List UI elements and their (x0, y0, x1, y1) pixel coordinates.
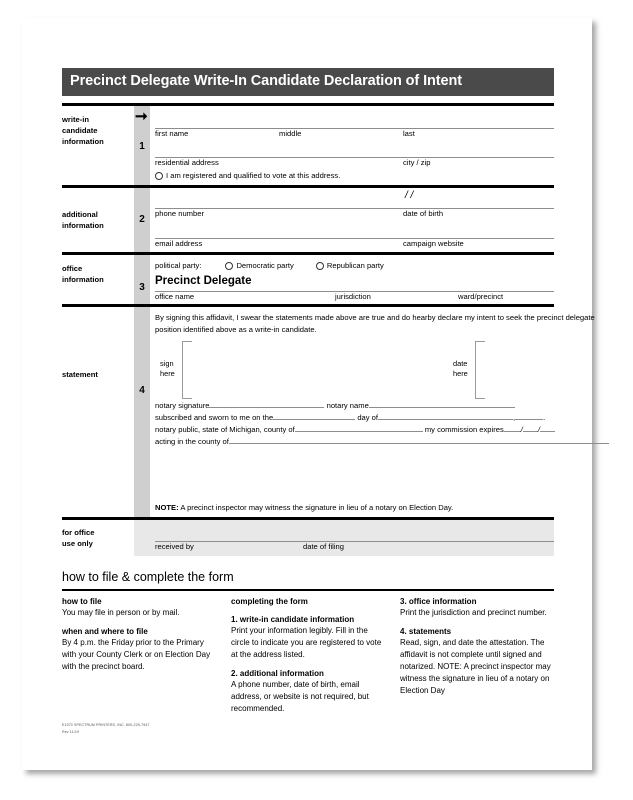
section-office-information (62, 255, 554, 307)
section-for-office-use-only (62, 520, 554, 556)
name-captions (155, 129, 554, 140)
blank-month[interactable] (378, 411, 513, 420)
section-4-label-line-1: statement (62, 370, 98, 380)
sign-here-line-1: sign (160, 359, 174, 369)
form-page (22, 18, 595, 770)
caption-city-zip: city / zip (403, 158, 431, 168)
section-1-label-line-3: information (62, 137, 104, 147)
label-notary-public: notary public, state of Michigan, county of (155, 425, 295, 435)
section-write-in-candidate-information (62, 106, 554, 188)
office-captions (155, 292, 554, 303)
office-use-captions (155, 542, 554, 553)
registered-checkbox-row[interactable] (155, 169, 554, 182)
instr-2-heading-1: 1. write-in candidate information (231, 615, 355, 625)
instr-2-heading-0: completing the form (231, 597, 308, 607)
section-2-label-line-1: additional (62, 210, 98, 220)
date-here-line-1: date (453, 359, 468, 369)
caption-residential-address: residential address (155, 158, 219, 168)
label-acting-in-county: acting in the county of (155, 437, 229, 447)
section-1-label-line-1: write-in (62, 115, 90, 125)
section-2-label (62, 188, 134, 252)
instr-3-body-2: Read, sign, and date the attestation. The affidavit is not complete until signed and notarized. NOTE: A precinct inspector may witness the signature in lieu of a notary on Election Day (400, 638, 551, 695)
section-1-label-line-2: candidate (62, 126, 98, 136)
arrow-right-icon: ➞ (135, 108, 148, 126)
section-2-label-line-2: information (62, 221, 104, 231)
section-3-number-column (134, 255, 150, 304)
notary-signature-line (155, 399, 609, 411)
section-2-number-column (134, 188, 150, 252)
section-4-number: 4 (139, 384, 145, 396)
caption-office-name: office name (155, 291, 195, 301)
date-of-birth-slashes: / / (405, 190, 414, 202)
date-here-label (453, 359, 468, 379)
section-3-label (62, 255, 134, 304)
section-3-fields (150, 255, 554, 304)
date-here-line-2: here (453, 369, 468, 379)
blank-exp-year[interactable] (540, 423, 555, 432)
blank-year[interactable] (515, 411, 543, 420)
party-option-republican[interactable]: Republican party (326, 261, 384, 271)
instructions-heading: how to file & complete the form (62, 570, 234, 585)
office-use-number-column (134, 520, 150, 556)
office-use-label-line-1: for office (62, 528, 95, 538)
address-captions (155, 158, 554, 169)
blank-exp-day[interactable] (523, 423, 538, 432)
footer (62, 722, 150, 736)
section-1-number: 1 (139, 141, 145, 153)
office-use-label-line-2: use only (62, 539, 93, 549)
instr-3-heading-1: 3. office information (400, 597, 477, 607)
caption-middle: middle (279, 129, 302, 139)
blank-day[interactable] (273, 411, 355, 420)
section-3-label-line-1: office (62, 264, 83, 274)
note-text (155, 499, 609, 517)
office-use-fields (150, 520, 554, 556)
label-subscribed: subscribed and sworn to me on the (155, 413, 274, 423)
note-body: A precinct inspector may witness the signature in lieu of a notary on Election Day. (180, 503, 454, 513)
instr-3-body-1: Print the jurisdiction and precinct number. (400, 608, 547, 618)
signature-row (155, 341, 609, 399)
instructions-column-1 (62, 597, 217, 722)
sign-here-line-2: here (160, 369, 175, 379)
instr-2-heading-2: 2. additional information (231, 668, 324, 678)
caption-first-name: first name (155, 129, 189, 139)
sign-here-label (160, 359, 175, 379)
instr-1-body-1: You may file in person or by mail. (62, 608, 180, 618)
instructions-column-3 (400, 597, 555, 722)
radio-circle-icon[interactable] (155, 172, 163, 180)
section-4-fields (150, 307, 609, 518)
acting-in-county-line (155, 435, 609, 447)
caption-jurisdiction: jurisdiction (335, 291, 371, 301)
label-notary-signature: notary signature (155, 401, 210, 411)
section-additional-information (62, 188, 554, 255)
office-use-label (62, 520, 134, 556)
political-party-row (155, 255, 554, 273)
blank-exp-month[interactable] (504, 423, 521, 432)
instr-1-heading-1: how to file (62, 597, 102, 607)
instr-2-body-2: A phone number, date of birth, email address, or website is not required, but recommended. (231, 679, 369, 713)
caption-ward-precinct: ward/precinct (458, 291, 504, 301)
blank-notary-name[interactable] (369, 399, 515, 408)
registered-checkbox-label: I am registered and qualified to vote at this address. (166, 171, 341, 181)
subscribed-sworn-line: subscribed and sworn to me on the day of , . (155, 413, 546, 423)
blank-notary-signature[interactable] (209, 399, 324, 408)
label-notary-name: notary name (326, 401, 369, 411)
signature-bracket[interactable] (182, 341, 192, 399)
date-bracket[interactable] (475, 341, 485, 399)
phone-dob-captions (155, 209, 554, 220)
label-day-of: day of (357, 413, 379, 423)
blank-county[interactable] (295, 423, 423, 432)
section-3-label-line-2: information (62, 275, 104, 285)
radio-circle-republican-icon[interactable] (316, 262, 324, 270)
caption-received-by: received by (155, 542, 194, 552)
affidavit-text: By signing this affidavit, I swear the statements made above are true and do hearby declare my intent to seek the precinct delegate position identified above as a write-in candidate. (155, 312, 595, 334)
political-party-label: political party: (155, 261, 202, 271)
caption-phone-number: phone number (155, 209, 204, 219)
footer-line-2: Rev 11/19 (62, 730, 80, 735)
instr-3-heading-2: 4. statements (400, 627, 452, 637)
section-2-fields (150, 188, 554, 252)
caption-date-of-birth: date of birth (403, 209, 444, 219)
section-4-number-column (134, 307, 150, 518)
section-3-number: 3 (139, 282, 145, 294)
caption-date-of-filing: date of filing (303, 542, 344, 552)
section-statement (62, 307, 595, 521)
section-1-number-column (134, 106, 150, 185)
instructions-column-2 (231, 597, 386, 722)
form-body (62, 103, 595, 556)
caption-campaign-website: campaign website (403, 239, 464, 249)
instr-2-body-1: Print your information legibly. Fill in the circle to indicate you are registered to vote at the address listed. (231, 626, 382, 660)
footer-line-1: E1570 SPECTRUM PRINTERS, INC. 800-225-7947 (62, 723, 150, 728)
caption-email-address: email address (155, 239, 203, 249)
form-inner (62, 68, 595, 722)
note-prefix: NOTE: (155, 503, 179, 513)
page-title: Precinct Delegate Write-In Candidate Declaration of Intent (62, 68, 554, 96)
notary-public-line: notary public, state of Michigan, county of my commission expires / / (155, 423, 609, 435)
radio-circle-democratic-icon[interactable] (225, 262, 233, 270)
instr-1-heading-2: when and where to file (62, 627, 148, 637)
label-commission-expires: my commission expires (424, 425, 504, 435)
section-4-label (62, 307, 134, 518)
email-website-captions (155, 239, 554, 250)
instructions-columns (62, 591, 554, 722)
section-2-number: 2 (139, 214, 145, 226)
party-option-democratic[interactable]: Democratic party (236, 261, 294, 271)
instr-1-body-2: By 4 p.m. the Friday prior to the Primary with your County Clerk or on Election Day with the precinct board. (62, 638, 211, 671)
caption-last: last (403, 129, 415, 139)
section-1-fields (150, 106, 554, 185)
office-title: Precinct Delegate (155, 275, 252, 288)
section-1-label (62, 106, 134, 185)
blank-acting-county[interactable] (229, 435, 609, 444)
